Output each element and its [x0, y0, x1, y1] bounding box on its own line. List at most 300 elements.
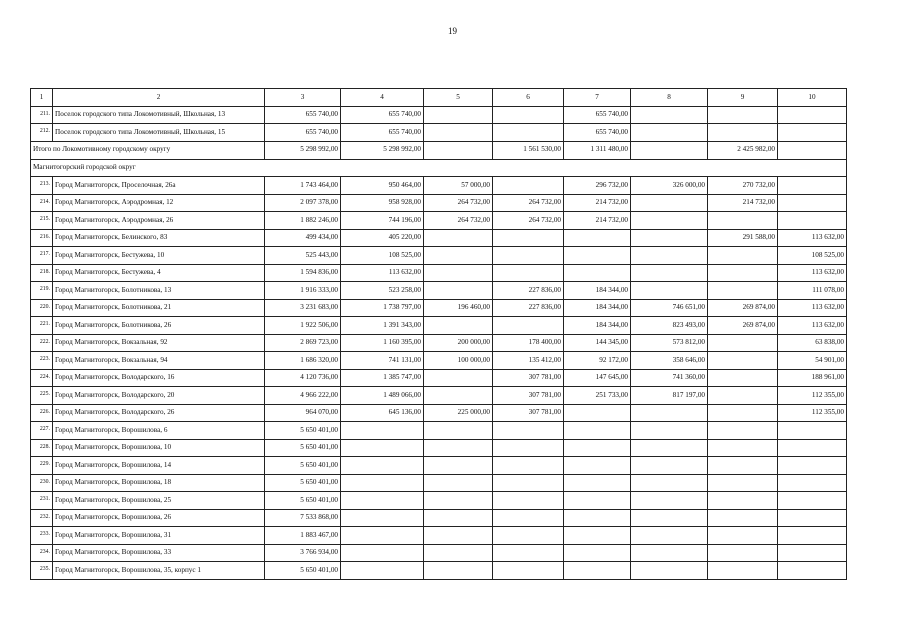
amount-cell: 264 732,00	[424, 194, 493, 212]
table-row	[31, 194, 847, 212]
amount-cell: 958 928,00	[341, 194, 424, 212]
amount-cell: 2 097 378,00	[265, 194, 341, 212]
amount-cell	[424, 369, 493, 387]
amount-cell: 7 533 868,00	[265, 509, 341, 527]
address-cell: Город Магнитогорск, Болотникова, 26	[53, 317, 265, 335]
address-cell: Город Магнитогорск, Ворошилова, 10	[53, 439, 265, 457]
amount-cell: 227 836,00	[493, 282, 564, 300]
amount-cell	[341, 509, 424, 527]
amount-cell: 5 650 401,00	[265, 457, 341, 475]
amount-cell: 196 460,00	[424, 299, 493, 317]
row-number: 218.	[31, 264, 53, 282]
amount-cell: 5 650 401,00	[265, 492, 341, 510]
amount-cell: 144 345,00	[564, 334, 631, 352]
amount-cell: 1 561 530,00	[493, 141, 564, 159]
table-row	[31, 212, 847, 230]
amount-cell	[493, 229, 564, 247]
amount-cell	[778, 474, 847, 492]
amount-cell: 188 961,00	[778, 369, 847, 387]
amount-cell	[564, 544, 631, 562]
amount-cell	[631, 282, 708, 300]
amount-cell: 655 740,00	[341, 106, 424, 124]
amount-cell	[778, 509, 847, 527]
amount-cell: 525 443,00	[265, 247, 341, 265]
amount-cell	[778, 527, 847, 545]
amount-cell	[564, 457, 631, 475]
amount-cell	[424, 509, 493, 527]
amount-cell: 950 464,00	[341, 177, 424, 195]
address-cell: Город Магнитогорск, Ворошилова, 26	[53, 509, 265, 527]
amount-cell: 741 360,00	[631, 369, 708, 387]
row-number: 229.	[31, 457, 53, 475]
amount-cell: 5 298 992,00	[265, 141, 341, 159]
column-header: 7	[564, 89, 631, 107]
amount-cell: 57 000,00	[424, 177, 493, 195]
amount-cell	[564, 439, 631, 457]
amount-cell	[341, 439, 424, 457]
address-cell: Город Магнитогорск, Вокзальная, 92	[53, 334, 265, 352]
amount-cell	[631, 439, 708, 457]
address-cell: Город Магнитогорск, Ворошилова, 35, корпус 1	[53, 562, 265, 580]
table-row	[31, 334, 847, 352]
amount-cell	[708, 264, 778, 282]
amount-cell	[708, 439, 778, 457]
amount-cell	[708, 282, 778, 300]
amount-cell	[631, 544, 708, 562]
amount-cell	[424, 439, 493, 457]
amount-cell: 655 740,00	[265, 124, 341, 142]
amount-cell	[341, 422, 424, 440]
table-row	[31, 422, 847, 440]
amount-cell	[778, 492, 847, 510]
address-cell: Город Магнитогорск, Болотникова, 21	[53, 299, 265, 317]
amount-cell: 1 686 320,00	[265, 352, 341, 370]
row-number: 230.	[31, 474, 53, 492]
amount-cell	[778, 457, 847, 475]
address-cell: Город Магнитогорск, Володарского, 26	[53, 404, 265, 422]
row-number: 226.	[31, 404, 53, 422]
amount-cell	[778, 212, 847, 230]
amount-cell	[778, 422, 847, 440]
table-row	[31, 474, 847, 492]
row-number: 221.	[31, 317, 53, 335]
amount-cell	[424, 474, 493, 492]
amount-cell	[424, 229, 493, 247]
amount-cell: 1 160 395,00	[341, 334, 424, 352]
amount-cell	[708, 474, 778, 492]
table-row	[31, 457, 847, 475]
amount-cell: 964 070,00	[265, 404, 341, 422]
amount-cell: 499 434,00	[265, 229, 341, 247]
amount-cell: 184 344,00	[564, 299, 631, 317]
amount-cell: 111 078,00	[778, 282, 847, 300]
amount-cell	[424, 247, 493, 265]
amount-cell	[341, 527, 424, 545]
amount-cell: 3 231 683,00	[265, 299, 341, 317]
amount-cell: 307 781,00	[493, 369, 564, 387]
amount-cell	[564, 229, 631, 247]
address-cell: Город Магнитогорск, Ворошилова, 6	[53, 422, 265, 440]
row-number: 232.	[31, 509, 53, 527]
amount-cell	[778, 562, 847, 580]
amount-cell	[341, 457, 424, 475]
amount-cell	[631, 509, 708, 527]
amount-cell	[708, 334, 778, 352]
table-row	[31, 562, 847, 580]
amount-cell: 200 000,00	[424, 334, 493, 352]
column-header: 9	[708, 89, 778, 107]
amount-cell: 1 385 747,00	[341, 369, 424, 387]
address-cell: Город Магнитогорск, Аэродромная, 12	[53, 194, 265, 212]
row-number: 212.	[31, 124, 53, 142]
amount-cell: 4 120 736,00	[265, 369, 341, 387]
amount-cell	[708, 352, 778, 370]
amount-cell: 269 874,00	[708, 317, 778, 335]
amount-cell	[631, 106, 708, 124]
amount-cell: 264 732,00	[424, 212, 493, 230]
row-number: 233.	[31, 527, 53, 545]
amount-cell: 269 874,00	[708, 299, 778, 317]
table-row	[31, 282, 847, 300]
amount-cell: 1 882 246,00	[265, 212, 341, 230]
amount-cell	[564, 474, 631, 492]
amount-cell	[424, 387, 493, 405]
amount-cell	[341, 544, 424, 562]
table-row	[31, 317, 847, 335]
amount-cell: 147 645,00	[564, 369, 631, 387]
amount-cell	[778, 544, 847, 562]
row-number: 231.	[31, 492, 53, 510]
address-cell: Город Магнитогорск, Ворошилова, 31	[53, 527, 265, 545]
amount-cell: 270 732,00	[708, 177, 778, 195]
amount-cell: 1 489 066,00	[341, 387, 424, 405]
amount-cell: 741 131,00	[341, 352, 424, 370]
amount-cell	[708, 457, 778, 475]
amount-cell: 112 355,00	[778, 387, 847, 405]
row-number: 227.	[31, 422, 53, 440]
amount-cell	[631, 404, 708, 422]
amount-cell	[341, 492, 424, 510]
amount-cell	[493, 264, 564, 282]
section-title: Магнитогорский городской округ	[31, 159, 847, 177]
amount-cell	[631, 457, 708, 475]
amount-cell	[708, 544, 778, 562]
amount-cell: 113 632,00	[341, 264, 424, 282]
amount-cell	[493, 544, 564, 562]
amount-cell	[631, 194, 708, 212]
address-cell: Поселок городского типа Локомотивный, Школьная, 15	[53, 124, 265, 142]
amount-cell	[708, 509, 778, 527]
row-number: 228.	[31, 439, 53, 457]
address-cell: Город Магнитогорск, Вокзальная, 94	[53, 352, 265, 370]
amount-cell: 5 650 401,00	[265, 422, 341, 440]
amount-cell	[564, 492, 631, 510]
amount-cell	[424, 124, 493, 142]
address-cell: Город Магнитогорск, Володарского, 20	[53, 387, 265, 405]
amount-cell	[631, 247, 708, 265]
amount-cell	[631, 124, 708, 142]
amount-cell: 358 646,00	[631, 352, 708, 370]
column-header: 4	[341, 89, 424, 107]
table-row	[31, 509, 847, 527]
amount-cell	[493, 474, 564, 492]
amount-cell: 113 632,00	[778, 317, 847, 335]
amount-cell: 251 733,00	[564, 387, 631, 405]
amount-cell	[341, 562, 424, 580]
amount-cell: 1 391 343,00	[341, 317, 424, 335]
amount-cell	[708, 562, 778, 580]
amount-cell	[424, 492, 493, 510]
row-number: 215.	[31, 212, 53, 230]
amount-cell: 5 650 401,00	[265, 562, 341, 580]
table-row	[31, 387, 847, 405]
amount-cell: 655 740,00	[265, 106, 341, 124]
amount-cell	[424, 457, 493, 475]
amount-cell: 1 922 506,00	[265, 317, 341, 335]
address-cell: Город Магнитогорск, Ворошилова, 33	[53, 544, 265, 562]
amount-cell: 655 740,00	[564, 124, 631, 142]
row-number: 216.	[31, 229, 53, 247]
amount-cell: 2 425 982,00	[708, 141, 778, 159]
amount-cell	[424, 106, 493, 124]
amount-cell	[341, 474, 424, 492]
table-row	[31, 352, 847, 370]
row-number: 213.	[31, 177, 53, 195]
address-cell: Город Магнитогорск, Ворошилова, 25	[53, 492, 265, 510]
table-row	[31, 492, 847, 510]
row-number: 222.	[31, 334, 53, 352]
amount-cell	[708, 247, 778, 265]
amount-cell	[424, 317, 493, 335]
amount-cell: 225 000,00	[424, 404, 493, 422]
amount-cell: 823 493,00	[631, 317, 708, 335]
amount-cell: 227 836,00	[493, 299, 564, 317]
column-header: 8	[631, 89, 708, 107]
amount-cell	[631, 492, 708, 510]
amount-cell: 108 525,00	[341, 247, 424, 265]
address-cell: Город Магнитогорск, Ворошилова, 18	[53, 474, 265, 492]
amount-cell: 655 740,00	[341, 124, 424, 142]
amount-cell	[424, 141, 493, 159]
amount-cell: 655 740,00	[564, 106, 631, 124]
amount-cell	[493, 124, 564, 142]
amount-cell: 307 781,00	[493, 404, 564, 422]
amount-cell	[708, 387, 778, 405]
amount-cell	[631, 229, 708, 247]
amount-cell: 112 355,00	[778, 404, 847, 422]
amount-cell	[493, 527, 564, 545]
amount-cell	[708, 404, 778, 422]
amount-cell: 264 732,00	[493, 194, 564, 212]
amount-cell: 264 732,00	[493, 212, 564, 230]
amount-cell: 296 732,00	[564, 177, 631, 195]
amount-cell: 744 196,00	[341, 212, 424, 230]
amount-cell: 307 781,00	[493, 387, 564, 405]
amount-cell	[493, 177, 564, 195]
amount-cell	[631, 562, 708, 580]
address-cell: Город Магнитогорск, Аэродромная, 26	[53, 212, 265, 230]
amount-cell: 178 400,00	[493, 334, 564, 352]
amount-cell: 746 651,00	[631, 299, 708, 317]
column-header: 10	[778, 89, 847, 107]
amount-cell	[708, 422, 778, 440]
amount-cell	[493, 422, 564, 440]
amount-cell: 100 000,00	[424, 352, 493, 370]
table-row	[31, 247, 847, 265]
address-cell: Город Магнитогорск, Бестужева, 4	[53, 264, 265, 282]
amount-cell	[708, 106, 778, 124]
amount-cell	[564, 562, 631, 580]
address-cell: Город Магнитогорск, Проселочная, 26а	[53, 177, 265, 195]
row-number: 225.	[31, 387, 53, 405]
amount-cell: 4 966 222,00	[265, 387, 341, 405]
amount-cell	[631, 527, 708, 545]
amount-cell	[778, 439, 847, 457]
column-header: 5	[424, 89, 493, 107]
table-row	[31, 106, 847, 124]
amount-cell: 5 650 401,00	[265, 439, 341, 457]
address-cell: Поселок городского типа Локомотивный, Школьная, 13	[53, 106, 265, 124]
amount-cell: 135 412,00	[493, 352, 564, 370]
amount-cell	[631, 264, 708, 282]
column-header: 1	[31, 89, 53, 107]
amount-cell	[708, 212, 778, 230]
amount-cell: 5 298 992,00	[341, 141, 424, 159]
address-cell: Город Магнитогорск, Белинского, 83	[53, 229, 265, 247]
amount-cell	[564, 422, 631, 440]
amount-cell: 1 883 467,00	[265, 527, 341, 545]
amount-cell: 1 311 480,00	[564, 141, 631, 159]
amount-cell	[424, 527, 493, 545]
amount-cell	[564, 264, 631, 282]
amount-cell	[564, 247, 631, 265]
amount-cell: 63 838,00	[778, 334, 847, 352]
table-row	[31, 544, 847, 562]
table-row	[31, 527, 847, 545]
amount-cell: 214 732,00	[708, 194, 778, 212]
amount-cell	[564, 509, 631, 527]
column-header: 2	[53, 89, 265, 107]
amount-cell	[493, 492, 564, 510]
amount-cell: 54 901,00	[778, 352, 847, 370]
amount-cell	[778, 177, 847, 195]
address-cell: Город Магнитогорск, Ворошилова, 14	[53, 457, 265, 475]
amount-cell: 523 258,00	[341, 282, 424, 300]
row-number: 224.	[31, 369, 53, 387]
header-row	[31, 89, 847, 107]
address-cell: Город Магнитогорск, Володарского, 16	[53, 369, 265, 387]
amount-cell: 184 344,00	[564, 317, 631, 335]
amount-cell	[493, 457, 564, 475]
section-row	[31, 159, 847, 177]
amount-cell: 184 344,00	[564, 282, 631, 300]
amount-cell: 108 525,00	[778, 247, 847, 265]
amount-cell: 1 916 333,00	[265, 282, 341, 300]
amount-cell	[493, 439, 564, 457]
amount-cell	[778, 106, 847, 124]
amount-cell	[708, 492, 778, 510]
amount-cell: 214 732,00	[564, 194, 631, 212]
table-row	[31, 299, 847, 317]
amount-cell	[424, 264, 493, 282]
amount-cell	[493, 247, 564, 265]
amount-cell	[778, 141, 847, 159]
row-number: 220.	[31, 299, 53, 317]
table-row	[31, 264, 847, 282]
amount-cell: 817 197,00	[631, 387, 708, 405]
amount-cell: 92 172,00	[564, 352, 631, 370]
amount-cell	[493, 562, 564, 580]
amount-cell	[708, 124, 778, 142]
address-cell: Город Магнитогорск, Болотникова, 13	[53, 282, 265, 300]
amount-cell: 113 632,00	[778, 264, 847, 282]
amount-cell: 645 136,00	[341, 404, 424, 422]
page-number: 19	[448, 26, 457, 36]
amount-cell	[493, 317, 564, 335]
row-number: 235.	[31, 562, 53, 580]
subtotal-row	[31, 141, 847, 159]
amount-cell: 326 000,00	[631, 177, 708, 195]
amount-cell	[493, 106, 564, 124]
row-number: 223.	[31, 352, 53, 370]
amount-cell: 291 588,00	[708, 229, 778, 247]
row-number: 211.	[31, 106, 53, 124]
amount-cell: 1 738 797,00	[341, 299, 424, 317]
amount-cell: 3 766 934,00	[265, 544, 341, 562]
amount-cell	[778, 124, 847, 142]
amount-cell	[424, 282, 493, 300]
amount-cell	[631, 141, 708, 159]
amount-cell: 573 812,00	[631, 334, 708, 352]
address-cell: Город Магнитогорск, Бестужева, 10	[53, 247, 265, 265]
row-number: 219.	[31, 282, 53, 300]
table-row	[31, 124, 847, 142]
amount-cell	[631, 422, 708, 440]
column-header: 3	[265, 89, 341, 107]
table-row	[31, 369, 847, 387]
amount-cell: 113 632,00	[778, 299, 847, 317]
budget-table	[30, 88, 847, 580]
amount-cell	[493, 509, 564, 527]
row-number: 234.	[31, 544, 53, 562]
amount-cell: 113 632,00	[778, 229, 847, 247]
amount-cell	[424, 562, 493, 580]
table-row	[31, 404, 847, 422]
amount-cell: 405 220,00	[341, 229, 424, 247]
amount-cell	[708, 369, 778, 387]
amount-cell	[564, 404, 631, 422]
amount-cell	[631, 474, 708, 492]
amount-cell	[778, 194, 847, 212]
amount-cell	[631, 212, 708, 230]
amount-cell: 5 650 401,00	[265, 474, 341, 492]
amount-cell: 1 594 836,00	[265, 264, 341, 282]
amount-cell	[564, 527, 631, 545]
amount-cell	[708, 527, 778, 545]
column-header: 6	[493, 89, 564, 107]
table-row	[31, 177, 847, 195]
table-row	[31, 229, 847, 247]
row-number: 217.	[31, 247, 53, 265]
amount-cell: 214 732,00	[564, 212, 631, 230]
table-row	[31, 439, 847, 457]
amount-cell: 2 869 723,00	[265, 334, 341, 352]
amount-cell	[424, 422, 493, 440]
amount-cell	[424, 544, 493, 562]
row-number: 214.	[31, 194, 53, 212]
subtotal-label: Итого по Локомотивному городскому округу	[31, 141, 265, 159]
amount-cell: 1 743 464,00	[265, 177, 341, 195]
